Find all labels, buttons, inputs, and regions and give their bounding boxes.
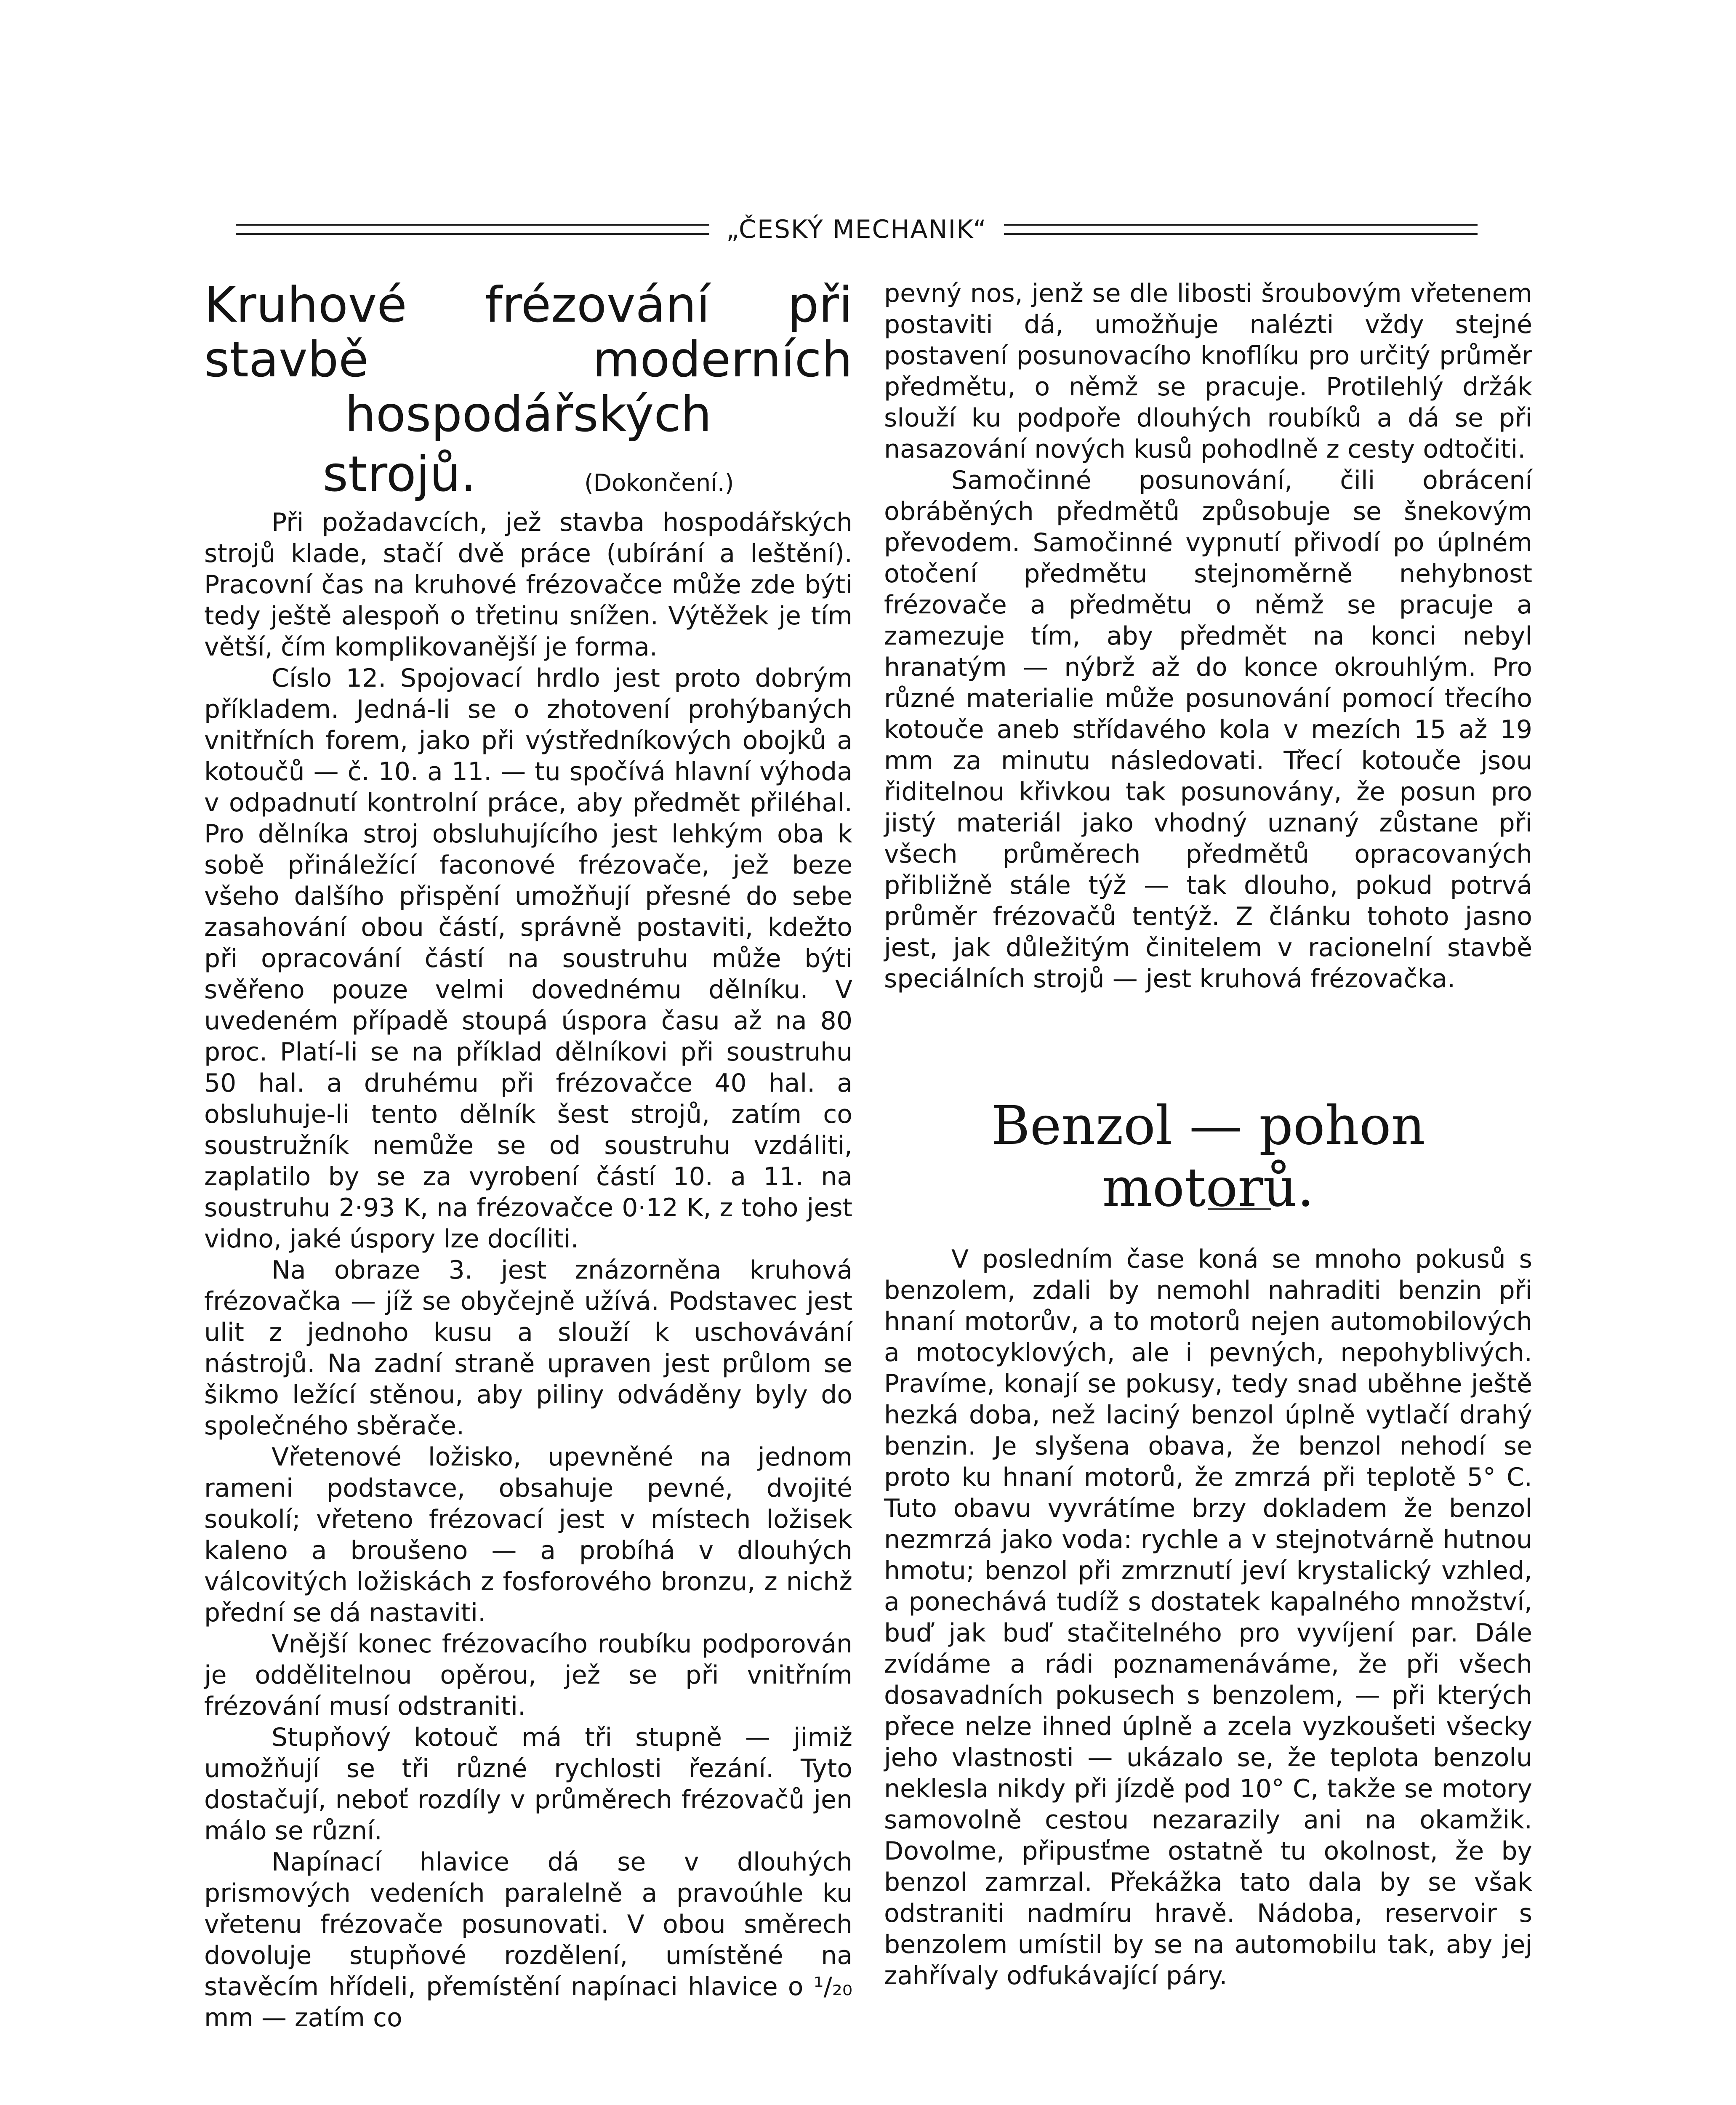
paragraph: V posledním čase koná se mnoho pokusů s benzolem, zdali by nemohl nahraditi benzin při hnaní motorův, a to motorů nejen automobilových a motocyklových, ale i pevných, nepohyblivých. Pravíme, konají se pokusy, tedy snad uběhne ještě hezká doba, než laciný benzol úplně vytlačí drahý benzin. Je slyšena obava, že benzol nehodí se proto ku hnaní motorů, že zmrzá při teplotě 5° C. Tuto obavu vyvrátíme brzy dokladem že benzol nezmrzá jako voda: rychle a v stejnotvárně hutnou hmotu; benzol při zmrznutí jeví krystalický vzhled, a ponechává tudíž s dostatek kapalného množství, buď jak buď stačitelného pro vyvíjení par. Dále zvídáme a rádi poznamenáváme, že při všech dosavadních pokusech s benzolem, — při kterých přece nelze ihned úplně a zcela vyzkoušeti všecky jeho vlastnosti — ukázalo se, že teplota benzolu neklesla nikdy při jízdě pod 10° C, takže se motory samovolně cestou nezarazily ani na okamžik. Dovolme, připusťme ostatně tu okolnost, že by benzol zamrzal. Překážka tato dala by se však odstraniti nadmíru hravě. Nádoba, reservoir s benzolem umístil by se na automobilu tak, aby jej zahřívaly odfukávající páry. [884, 1244, 1532, 1990]
paragraph: Císlo 12. Spojovací hrdlo jest proto dobrým příkladem. Jedná-li se o zhotovení prohýbaných vnitřních forem, jako při výstředníkových obojků a kotoučů — č. 10. a 11. — tu spočívá hlavní výhoda v odpadnutí kontrolní práce, aby předmět přiléhal. Pro dělníka stroj obsluhujícího jest lehkým oba k sobě přináležící faconové frézovače, jež beze všeho dalšího přispění umožňují přesné do sebe zasahování obou částí, správně postaviti, kdežto při opracování částí na soustruhu může býti svěřeno pouze velmi dovednému dělníku. V uvedeném případě stoupá úspora času až na 80 proc. Platí-li se na příklad dělníkovi při soustruhu 50 hal. a druhému při frézovačce 40 hal. a obsluhuje-li tento dělník šest strojů, zatím co soustružník nemůže se od soustruhu vzdáliti, zaplatilo by se za vyrobení částí 10. a 11. na soustruhu 2·93 K, na frézovačce 0·12 K, z toho jest vidno, jaké úspory lze docíliti. [204, 663, 852, 1254]
running-title: „ČESKÝ MECHANIK“ [726, 215, 987, 244]
paragraph: Stupňový kotouč má tři stupně — jimiž umožňují se tři různé rychlosti řezání. Tyto dostačují, neboť rozdíly v průměrech frézovačů jen málo se různí. [204, 1722, 852, 1846]
paragraph: Vnější konec frézovacího roubíku podporován je oddělitelnou opěrou, jež se při vnitřním frézování musí odstraniti. [204, 1629, 852, 1721]
continued-note: (Dokončení.) [584, 469, 734, 497]
header-rule-left [236, 224, 709, 235]
column-right-article2 [884, 278, 1532, 1991]
paragraph-continued: pevný nos, jenž se dle libosti šroubovým vřetenem postaviti dá, umožňuje nalézti vždy stejné postavení posunovacího knoflíku pro určitý průměr předmětu, o němž se pracuje. Protilehlý držák slouží ku podpoře dlouhých roubíků a dá se při nasazování nových kusů pohodlně z cesty odtočiti. [884, 279, 1532, 464]
article2-title: Benzol — pohon motorů. [991, 1095, 1425, 1218]
running-header [236, 206, 1478, 253]
column-left [204, 278, 852, 2033]
article-title-end [204, 447, 852, 502]
article-title-line1: Kruhové frézování při stavbě moderních hospodářských [204, 277, 852, 443]
header-rule-right [1004, 224, 1478, 235]
article-title [204, 278, 852, 442]
paragraph: Samočinné posunování, čili obrácení obráběných předmětů způsobuje se šnekovým převodem. Samočinné vypnutí přivodí po úplném otočení předmětu stejnoměrně nehybnost frézovače a předmětu o němž se pracuje a zamezuje tím, aby předmět na konci nebyl hranatým — nýbrž až do konce okrouhlým. Pro různé materialie může posunování pomocí třecího kotouče aneb střídavého kola v mezích 15 až 19 mm za minutu následovati. Třecí kotouče jsou řiditelnou křivkou tak posunovány, že posun pro jistý materiál jako vhodný uznaný zůstane při všech průměrech předmětů opracovaných přibližně stále týž — tak dlouho, pokud potrvá průměr frézovačů tentýž. Z článku tohoto jasno jest, jak důležitým činitelem v racionelní stavbě speciálních strojů — jest kruhová frézovačka. [884, 466, 1532, 994]
paragraph: Vřetenové ložisko, upevněné na jednom rameni podstavce, obsahuje pevné, dvojité soukolí; vřeteno frézovací jest v místech ložisek kaleno a broušeno — a probíhá v dlouhých válcovitých ložiskách z fosforového bronzu, z nichž přední se dá nastaviti. [204, 1442, 852, 1628]
paragraph: Na obraze 3. jest znázorněna kruhová frézovačka — jíž se obyčejně užívá. Podstavec jest ulit z jednoho kusu a slouží k uschovávání nástrojů. Na zadní straně upraven jest průlom se šikmo ležící stěnou, aby piliny odváděny byly do společného sběrače. [204, 1255, 852, 1441]
paragraph: Napínací hlavice dá se v dlouhých prismových vedeních paralelně a pravoúhle ku vřetenu frézovače posunovati. V obou směrech dovoluje stupňové rozdělení, umístěné na stavěcím hřídeli, přemístění napínaci hlavice o ¹/₂₀ mm — zatím co [204, 1847, 852, 2033]
paragraph: Při požadavcích, jež stavba hospodářských strojů klade, stačí dvě práce (ubírání a leštění). Pracovní čas na kruhové frézovačce může zde býti tedy ještě alespoň o třetinu snížen. Výtěžek je tím větší, čím komplikovanější je forma. [204, 507, 852, 662]
article-title-line2: strojů. [322, 445, 477, 503]
